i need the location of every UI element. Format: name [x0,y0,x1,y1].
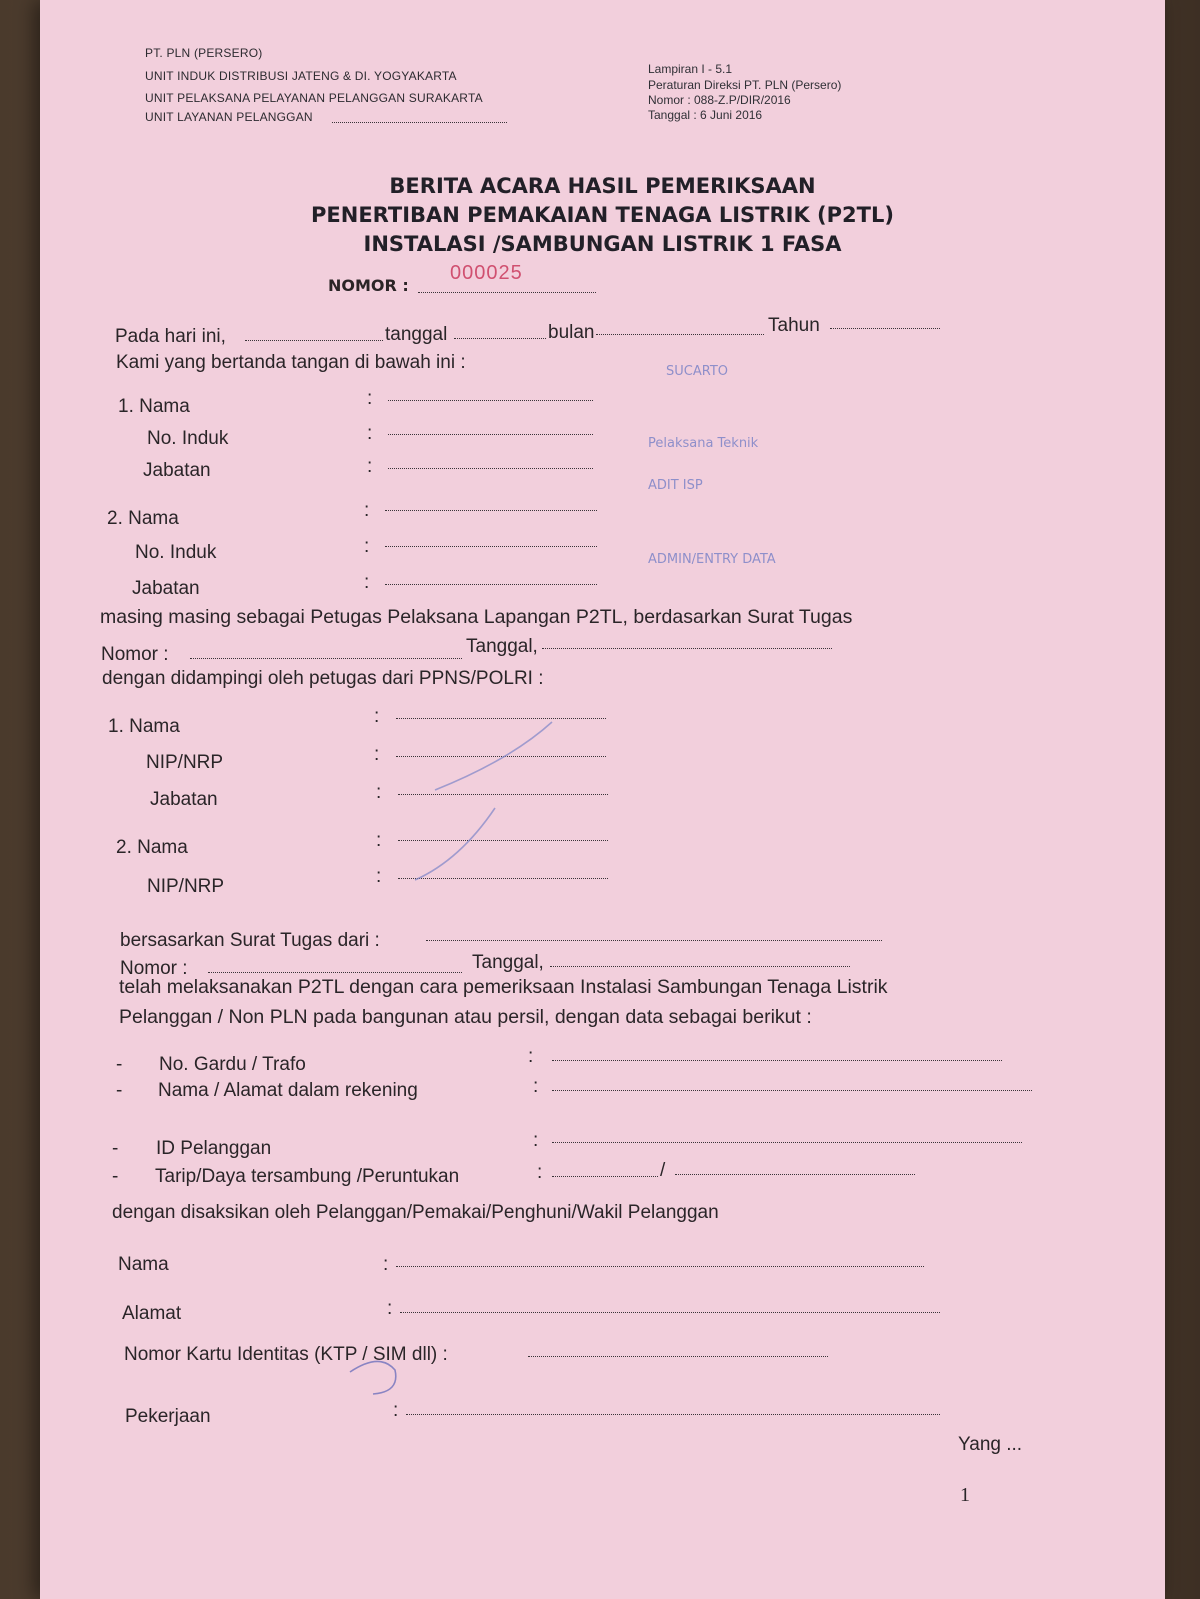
masing-masing-text: masing masing sebagai Petugas Pelaksana Lapangan P2TL, berdasarkan Surat Tugas [100,606,853,628]
surat2-tanggal-label: Tanggal, [472,952,544,973]
surat-tanggal-label: Tanggal, [466,636,538,657]
saksi-alamat-label: Alamat [122,1303,182,1324]
unit-pelaksana: UNIT PELAKSANA PELAYANAN PELANGGAN SURAKARTA [145,91,483,105]
ppns-1-nip-label: NIP/NRP [146,752,224,773]
ppns-1-jabatan-label: Jabatan [150,789,218,810]
colon: : [374,706,380,727]
colon: : [367,456,373,477]
colon: : [367,423,373,444]
petugas-1-induk-label: No. Induk [147,428,229,449]
saksi-nama-line [396,1248,924,1267]
nama-alamat-label: Nama / Alamat dalam rekening [158,1080,418,1101]
colon: : [387,1298,393,1319]
colon: : [537,1162,543,1183]
colon: : [533,1130,539,1151]
pekerjaan-label: Pekerjaan [125,1406,211,1427]
colon: : [364,500,370,521]
ppns-1-nama-label: 1. Nama [108,716,180,737]
bersasarkan-label: bersasarkan Surat Tugas dari : [120,930,380,951]
petugas-2-jabatan-label: Jabatan [132,578,200,599]
telah-text: telah melaksanakan P2TL dengan cara pemeriksaan Instalasi Sambungan Tenaga Listrik [119,976,888,998]
id-pelanggan-label: ID Pelanggan [156,1138,272,1159]
ktp-line [528,1338,828,1357]
colon: : [374,744,380,765]
surat-nomor-label: Nomor : [101,644,169,665]
document-page: PT. PLN (PERSERO) UNIT INDUK DISTRIBUSI JATENG & DI. YOGYAKARTA UNIT PELAKSANA PELAYANAN PELANGGAN SURAKARTA UNIT LAYANAN PELANGGAN Lampiran I - 5.1 Peraturan Direksi PT. PLN (Persero) Nomor : 088-Z.P/DIR/2016 Tanggal : 6 Juni 2016 BERITA ACARA HASIL PEMERIKSAAN PENERTIBAN PEMAKAIAN TENAGA LISTRIK (P2TL) INSTALASI /SAMBUNGAN LISTRIK 1 FASA NOMOR : 000025 Pada hari ini, tanggal bulan Tahun Kami yang bertanda tangan di bawah ini : 1. Nama : SUCARTO No. Induk : Jabatan : Pelaksana Teknik 2. Nama : ADIT ISP No. Induk : Jabatan : ADMIN/ENTRY DATA masing masing sebagai Petugas Pelaksana Lapangan P2TL, berdasarkan Surat Tugas Nomor : Tanggal, dengan didampingi oleh petugas dari PPNS/POLRI : 1. Nama : NIP/NRP : Jabatan : 2. Nama : NIP/NRP : bersasarkan Surat Tugas dari : Nomor : Tanggal, telah melaksanakan P2TL dengan cara pemeriksaan Instalasi Sambungan Tenaga Listrik Pelanggan / Non PLN pada bangunan atau persil, dengan data sebagai berikut : - No. Gardu / Trafo : - Nama / Alamat dalam rekening : - ID Pelanggan : - Tarip/Daya tersambung /Peruntukan : / dengan disaksikan oleh Pelanggan/Pemakai/Penghuni/Wakil Pelanggan Nama : Alamat : Nomor Kartu Identitas (KTP / SIM dll) : Pekerjaan : Yang ... 1 [40,0,1165,1599]
tarip-label: Tarip/Daya tersambung /Peruntukan [155,1166,460,1187]
petugas-1-jabatan-label: Jabatan [143,460,211,481]
kami-text: Kami yang bertanda tangan di bawah ini : [116,352,466,373]
page-number: 1 [960,1484,970,1506]
tanggal-peraturan: Tanggal : 6 Juni 2016 [648,108,763,122]
colon: : [367,388,373,409]
dash: - [116,1080,123,1101]
peraturan: Peraturan Direksi PT. PLN (Persero) [648,78,842,92]
colon: : [383,1254,389,1275]
colon: : [364,572,370,593]
dash: - [112,1166,119,1187]
colon: : [533,1076,539,1097]
surat2-tanggal-line [550,948,850,967]
title-line-3: INSTALASI /SAMBUNGAN LISTRIK 1 FASA [363,232,842,256]
tahun-label: Tahun [768,315,820,336]
petugas-2-jabatan-handwriting: ADMIN/ENTRY DATA [648,552,776,567]
colon: : [376,782,382,803]
colon: : [364,536,370,557]
petugas-2-induk-label: No. Induk [135,542,217,563]
pada-hari-label: Pada hari ini, [115,326,226,347]
title-line-2: PENERTIBAN PEMAKAIAN TENAGA LISTRIK (P2TL) [311,203,894,227]
tanggal-label: tanggal [385,324,448,345]
petugas-1-jabatan-handwriting: Pelaksana Teknik [648,436,759,451]
pelanggan-text: Pelanggan / Non PLN pada bangunan atau persil, dengan data sebagai berikut : [119,1006,812,1028]
gardu-label: No. Gardu / Trafo [159,1054,306,1075]
surat2-nomor-label: Nomor : [120,958,188,979]
ppns-2-nama-label: 2. Nama [116,837,188,858]
colon: : [376,830,382,851]
colon: : [528,1046,534,1067]
petugas-1-nama-handwriting: SUCARTO [666,364,728,379]
ppns-2-nip-label: NIP/NRP [147,876,225,897]
unit-layanan: UNIT LAYANAN PELANGGAN [145,110,313,124]
dash: - [116,1054,123,1075]
gardu-line [552,1042,1002,1061]
nomor-value: 000025 [450,262,523,284]
continuation-text: Yang ... [958,1434,1023,1455]
title-line-1: BERITA ACARA HASIL PEMERIKSAAN [389,174,816,198]
company-name: PT. PLN (PERSERO) [145,46,263,60]
pekerjaan-line [406,1396,940,1415]
petugas-2-nama-handwriting: ADIT ISP [648,478,703,493]
ktp-label: Nomor Kartu Identitas (KTP / SIM dll) : [124,1344,448,1365]
bersasarkan-line [426,922,882,941]
saksi-nama-label: Nama [118,1254,169,1275]
bulan-label: bulan [548,322,595,343]
id-pelanggan-line [552,1124,1022,1143]
nomor-peraturan: Nomor : 088-Z.P/DIR/2016 [648,93,791,107]
nomor-label: NOMOR : [328,276,409,295]
unit-induk: UNIT INDUK DISTRIBUSI JATENG & DI. YOGYAKARTA [145,69,457,83]
colon: : [376,866,382,887]
saksi-heading: dengan disaksikan oleh Pelanggan/Pemakai/Penghuni/Wakil Pelanggan [112,1202,719,1223]
colon: : [393,1400,399,1421]
dash: - [112,1138,119,1159]
tarip-line-2 [675,1156,915,1175]
tarip-line-1 [552,1158,658,1177]
nama-alamat-line [552,1072,1032,1091]
didampingi-text: dengan didampingi oleh petugas dari PPNS/POLRI : [102,668,544,689]
petugas-2-nama-label: 2. Nama [107,508,179,529]
lampiran: Lampiran I - 5.1 [648,62,733,76]
surat2-nomor-line [208,954,462,973]
petugas-1-nama-label: 1. Nama [118,396,190,417]
saksi-alamat-line [400,1294,940,1313]
